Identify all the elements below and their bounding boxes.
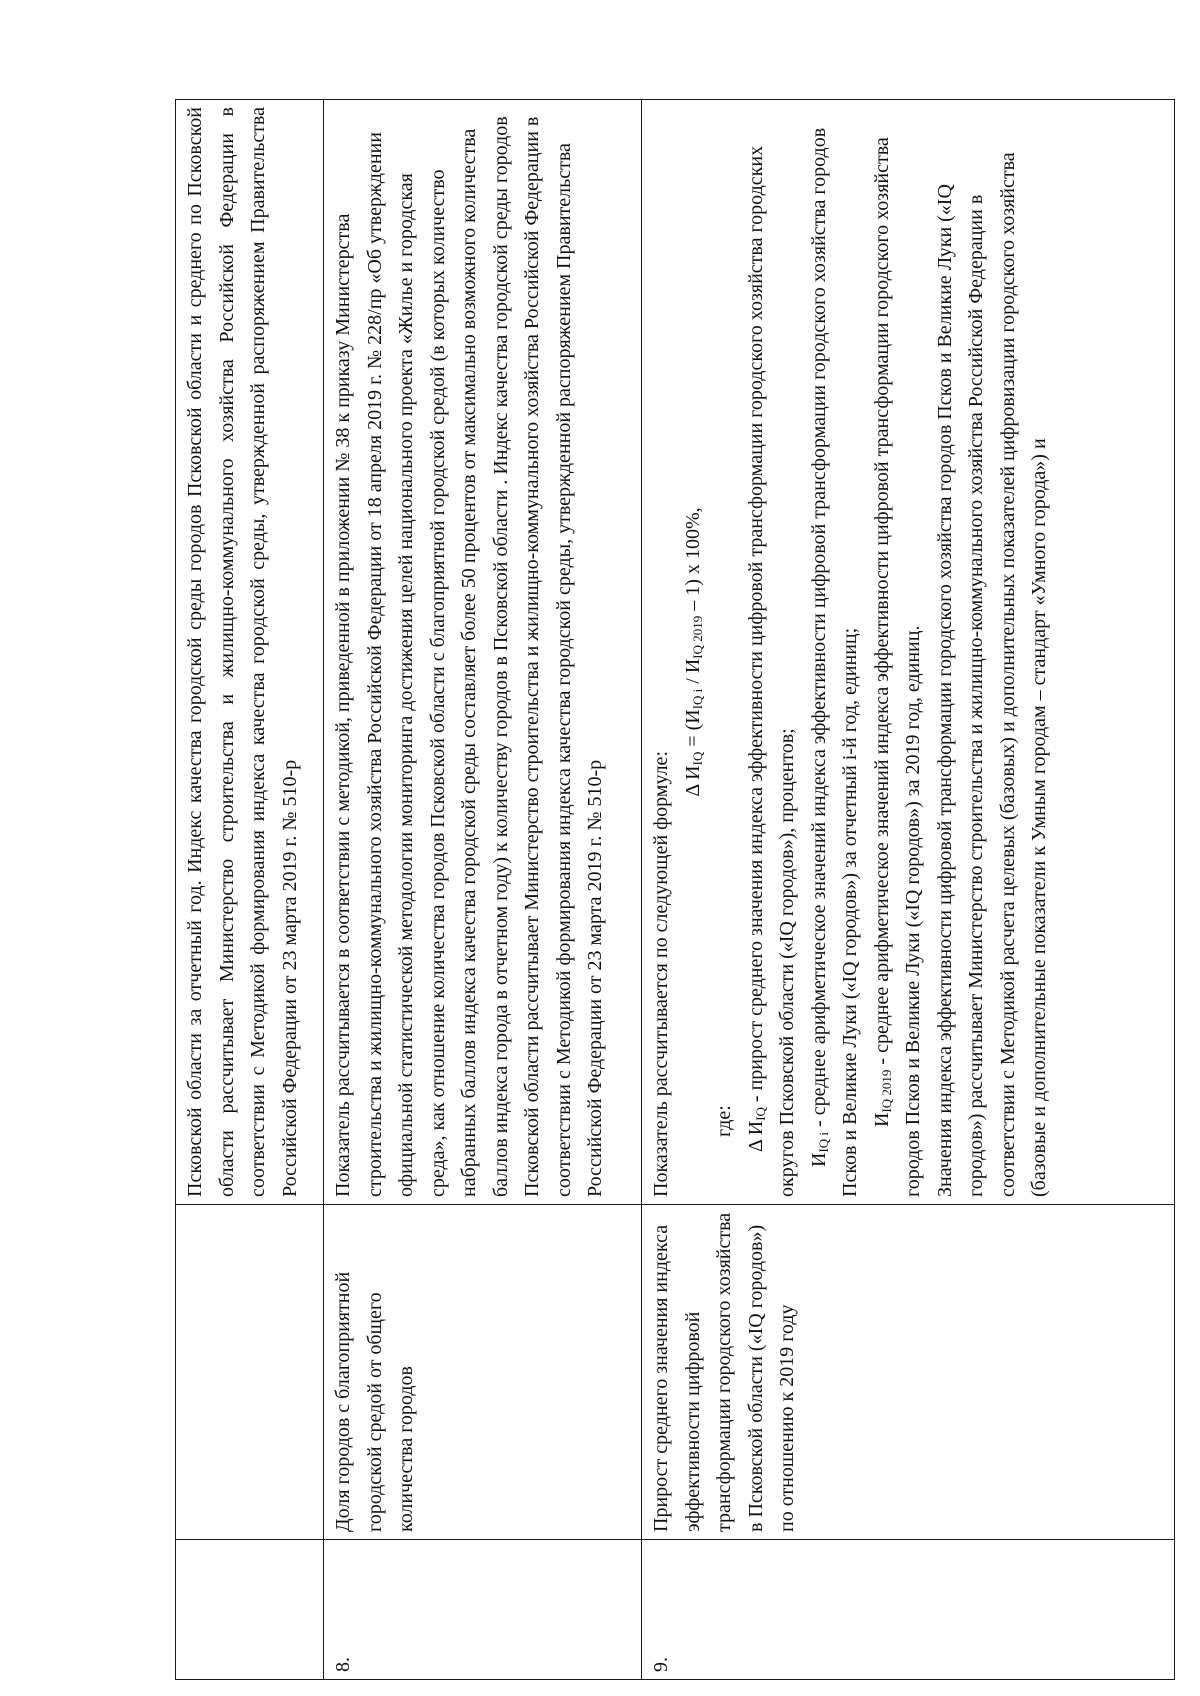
row-9-formula: Δ $И_{IQ} = (И_{IQ i} / И_{IQ 2019} - 1)$ x 100%,: [681, 507, 705, 797]
row-9-description: [642, 100, 1175, 1205]
row-8-description: Показатель рассчитывается в соответствии с методикой, приведенной в приложении № 38 к приказу Министерства строительства и жилищно-коммунального хозяйства Российской Федерации от 18 апреля 2019 г. № 228/пр «Об утверждении официальной статистической методологии мониторинга достижения целей национального проекта «Жилье и городская среда», как отношение количества городов Псковской области с благоприятной городской средой (в которых количество набранных баллов индекса качества городской среды составляет более 50 процентов от максимально возможного количества баллов индекса города в отчетном году) к количеству городов в Псковской области . Индекс качества городской среды городов Псковской области рассчитывает Министерство строительства и жилищно-коммунального хозяйства Российской Федерации в соответствии с Методикой формирования индекса качества городской среды, утвержденной распоряжением Правительства Российской Федерации от 23 марта 2019 г. № 510-р: [324, 100, 642, 1205]
cell-name-empty: [176, 1205, 324, 1540]
row-9-definition-current: $И_{IQ i}$ - среднее арифметическое значений индекса эффективности цифровой трансформации городского хозяйства городов Псков и Великие Луки («IQ городов») за отчетный i-й год, единиц;: [807, 127, 861, 1197]
row-9-name: Прирост среднего значения индекса эффективности цифровой трансформации городского хозяйства в Псковской области («IQ городов») по отношению к 2019 году: [642, 1205, 1175, 1540]
table-row-continuation: [176, 100, 324, 1680]
indicators-table: [175, 99, 1175, 1680]
continuation-text: Псковской области за отчетный год. Индекс качества городской среды городов Псковской области и среднего по Псковской области рассчитывает Министерство строительства и жилищно-коммунального хозяйства Российской Федерации в соответствии с Методикой формирования индекса качества городской среды, утвержденной распоряжением Правительства Российской Федерации от 23 марта 2019 г. № 510-р: [184, 107, 301, 1197]
row-8-number: 8.: [324, 1540, 642, 1680]
row-9-closing: Значения индекса эффективности цифровой трансформации городского хозяйства городов Псков и Великие Луки («IQ городов») рассчитывает Министерство строительства и жилищно-коммунального хозяйства Российской Федерации в соответствии с Методикой расчета целевых (базовых) и дополнительных показателей цифровизации городского хозяйства (базовые и дополнительные показатели к Умным городам – стандарт «Умного города») и: [933, 152, 1050, 1197]
row-9-where: где:: [713, 1105, 735, 1137]
table-row-8: [324, 100, 642, 1680]
rotated-page: [175, 100, 1175, 1680]
table-row-9: [642, 100, 1175, 1680]
row-9-number: 9.: [642, 1540, 1175, 1680]
row-9-intro: Показатель рассчитывается по следующей формуле:: [650, 751, 672, 1197]
row-9-definition-base: $И_{IQ 2019}$ - среднее арифметическое значений индекса эффективности цифровой трансформации городского хозяйства городов Псков и Великие Луки («IQ городов») за 2019 год, единиц.: [870, 137, 924, 1197]
cell-number-empty: [176, 1540, 324, 1680]
row-8-name: Доля городов с благоприятной городской средой от общего количества городов: [324, 1205, 642, 1540]
cell-description-continuation: [176, 100, 324, 1205]
row-9-definition-delta: Δ $И_{IQ}$ - прирост среднего значения индекса эффективности цифровой трансформации городского хозяйства городских округов Псковской области («IQ городов»), процентов;: [744, 145, 798, 1197]
